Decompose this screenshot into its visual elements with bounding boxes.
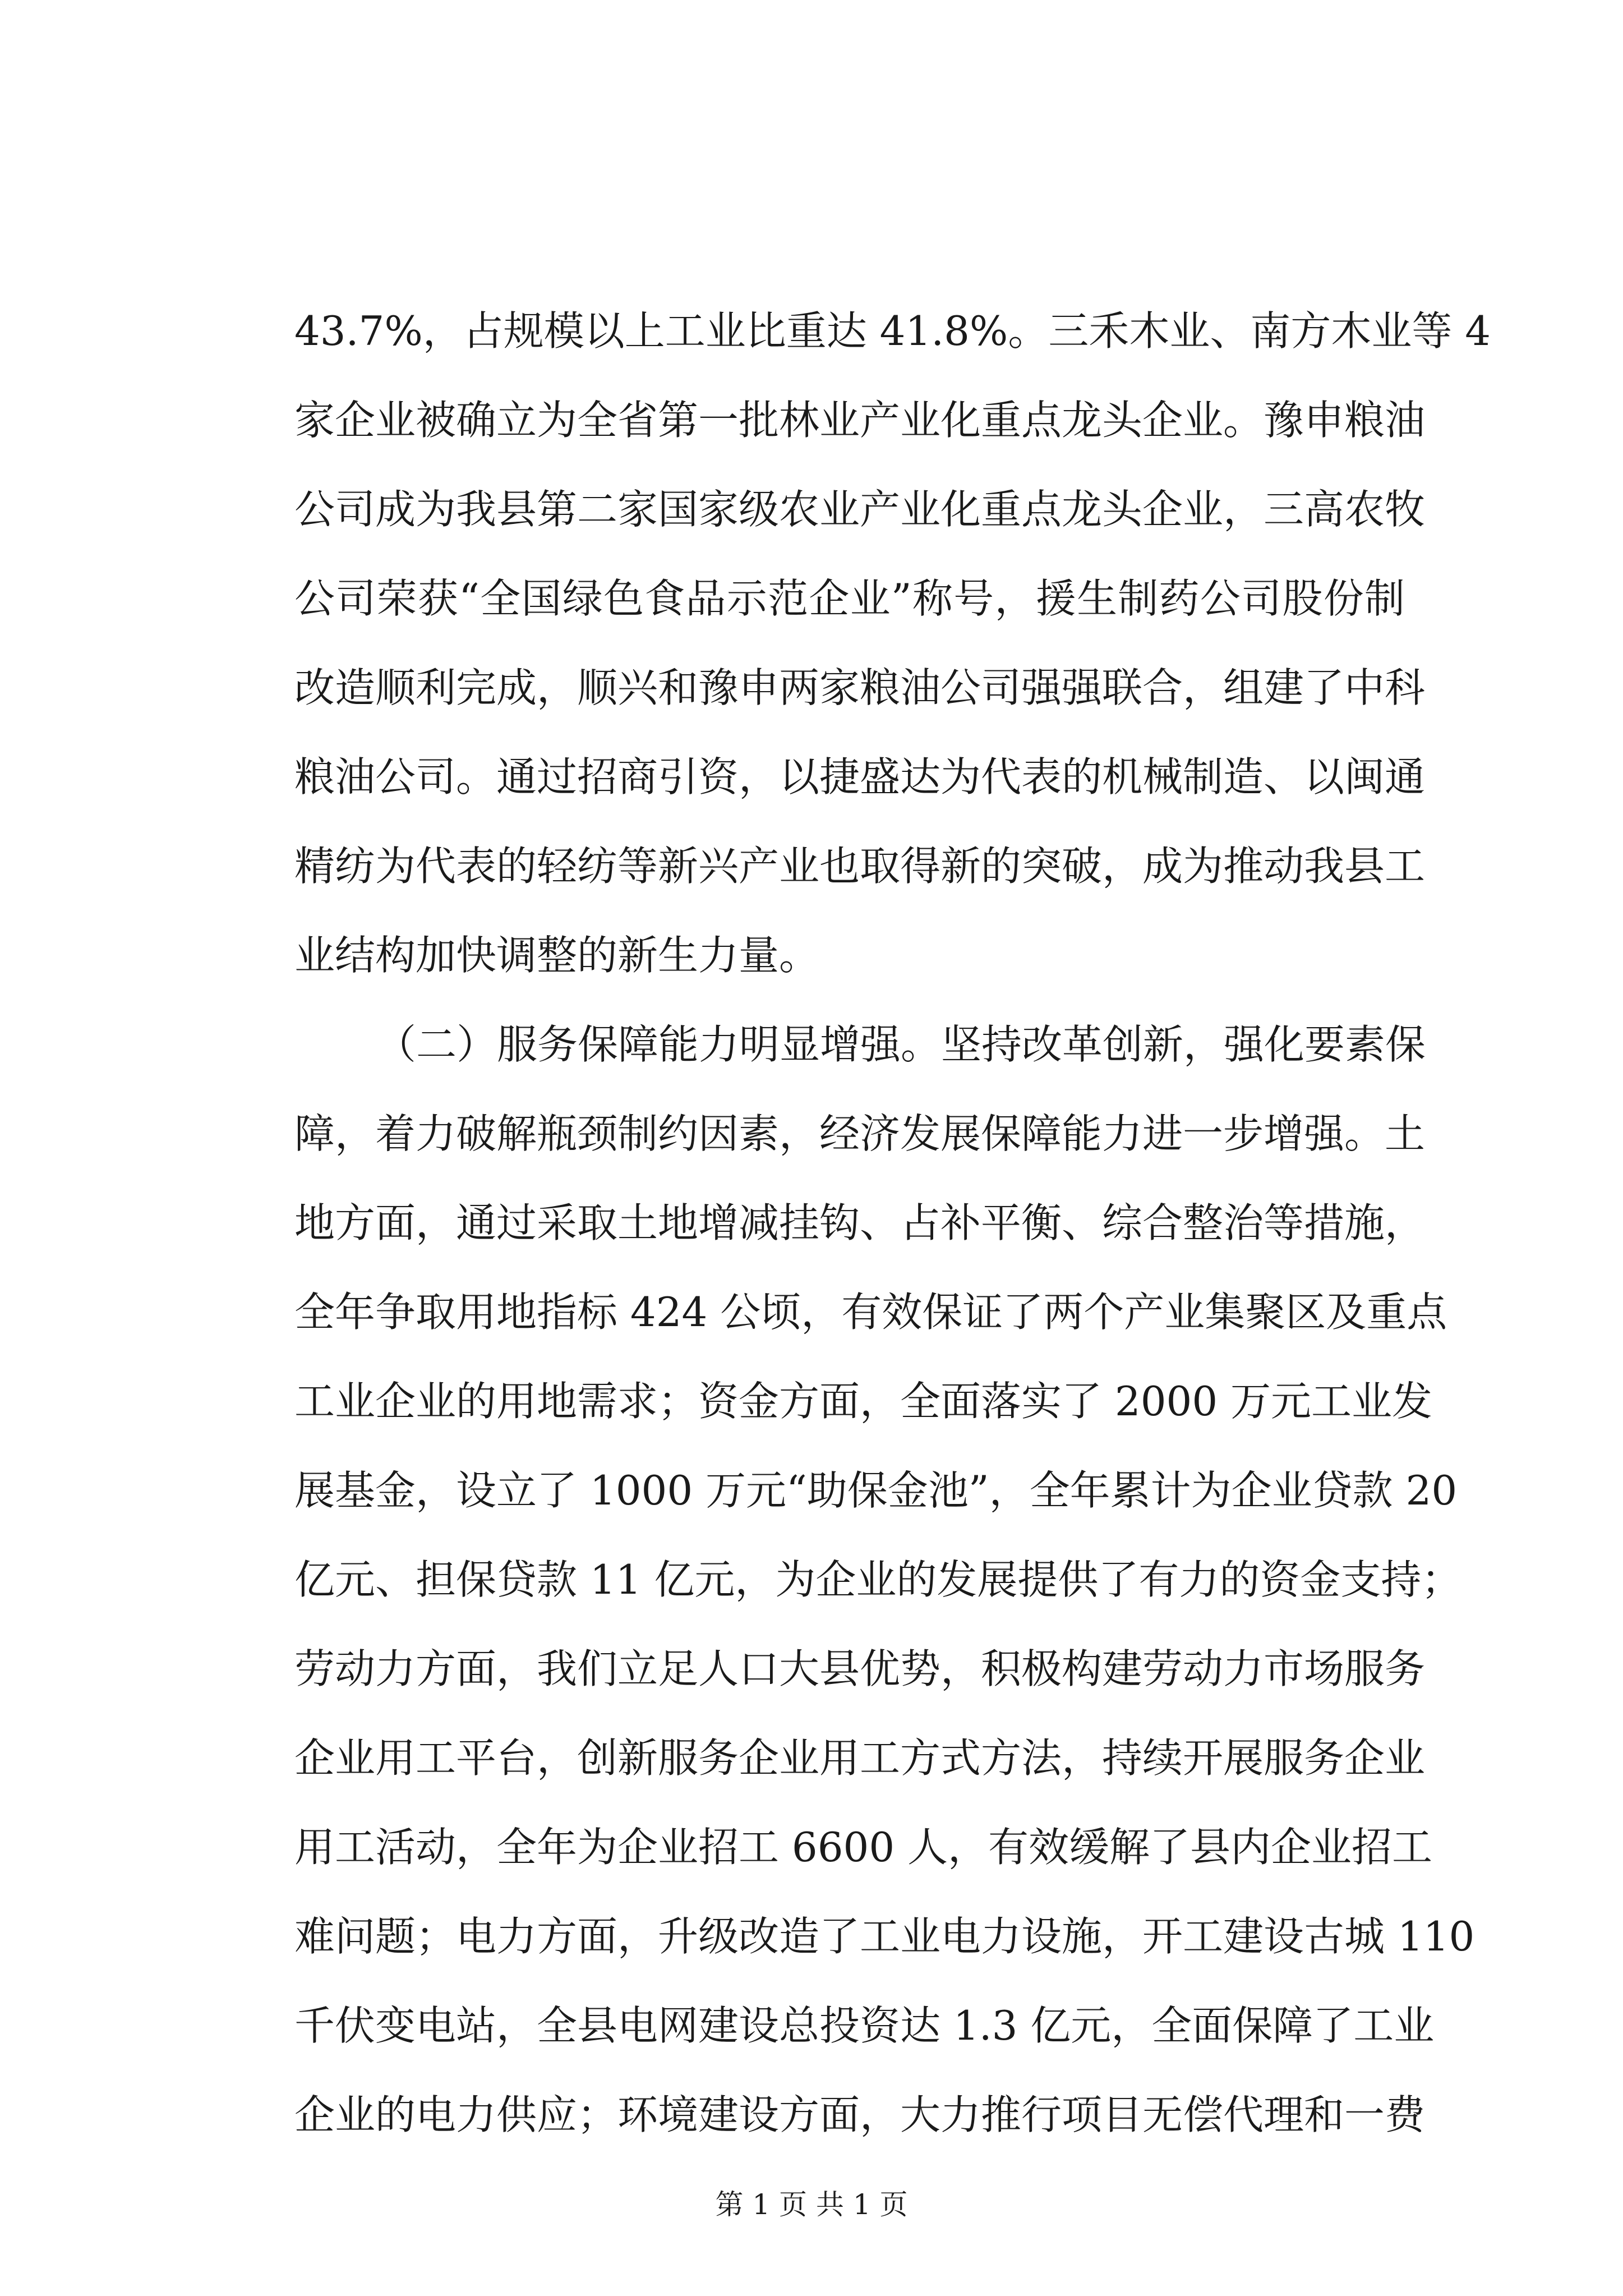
paragraph-1-line-8: 业结构加快调整的新生力量。 <box>294 932 820 979</box>
paragraph-2-line-6: 展基金，设立了 1000 万元“助保金池”，全年累计为企业贷款 20 <box>294 1467 1458 1514</box>
paragraph-2-line-2: 障，着力破解瓶颈制约因素，经济发展保障能力进一步增强。土 <box>294 1110 1426 1157</box>
paragraph-2-line-7: 亿元、担保贷款 11 亿元，为企业的发展提供了有力的资金支持； <box>294 1556 1462 1603</box>
paragraph-2-line-11: 难问题；电力方面，升级改造了工业电力设施，开工建设古城 110 <box>294 1913 1475 1960</box>
paragraph-1-line-2: 家企业被确立为全省第一批林业产业化重点龙头企业。豫申粮油 <box>294 397 1426 444</box>
paragraph-1-line-3: 公司成为我县第二家国家级农业产业化重点龙头企业，三高农牧 <box>294 486 1426 533</box>
paragraph-2-line-5: 工业企业的用地需求；资金方面，全面落实了 2000 万元工业发 <box>294 1378 1433 1425</box>
paragraph-1-line-1: 43.7%，占规模以上工业比重达 41.8%。三禾木业、南方木业等 4 <box>294 307 1491 355</box>
page-footer: 第 1 页 共 1 页 <box>715 2188 908 2221</box>
paragraph-2-line-9: 企业用工平台，创新服务企业用工方式方法，持续开展服务企业 <box>294 1734 1426 1782</box>
paragraph-2-line-10: 用工活动，全年为企业招工 6600 人，有效缓解了县内企业招工 <box>294 1824 1433 1871</box>
paragraph-1-line-4: 公司荣获“全国绿色食品示范企业”称号，援生制药公司股份制 <box>294 575 1405 622</box>
paragraph-2-line-4: 全年争取用地指标 424 公顷，有效保证了两个产业集聚区及重点 <box>294 1289 1447 1336</box>
paragraph-2-line-3: 地方面，通过采取土地增减挂钩、占补平衡、综合整治等措施， <box>294 1199 1426 1246</box>
paragraph-2-line-13: 企业的电力供应；环境建设方面，大力推行项目无偿代理和一费 <box>294 2091 1426 2138</box>
paragraph-1-line-6: 粮油公司。通过招商引资，以捷盛达为代表的机械制造、以闽通 <box>294 753 1426 800</box>
paragraph-2-line-8: 劳动力方面，我们立足人口大县优势，积极构建劳动力市场服务 <box>294 1645 1426 1692</box>
paragraph-1-line-7: 精纺为代表的轻纺等新兴产业也取得新的突破，成为推动我县工 <box>294 843 1426 890</box>
paragraph-2-line-12: 千伏变电站，全县电网建设总投资达 1.3 亿元，全面保障了工业 <box>294 2002 1435 2049</box>
paragraph-2-line-1: （二）服务保障能力明显增强。坚持改革创新，强化要素保 <box>376 1021 1426 1068</box>
paragraph-1-line-5: 改造顺利完成，顺兴和豫申两家粮油公司强强联合，组建了中科 <box>294 664 1426 711</box>
